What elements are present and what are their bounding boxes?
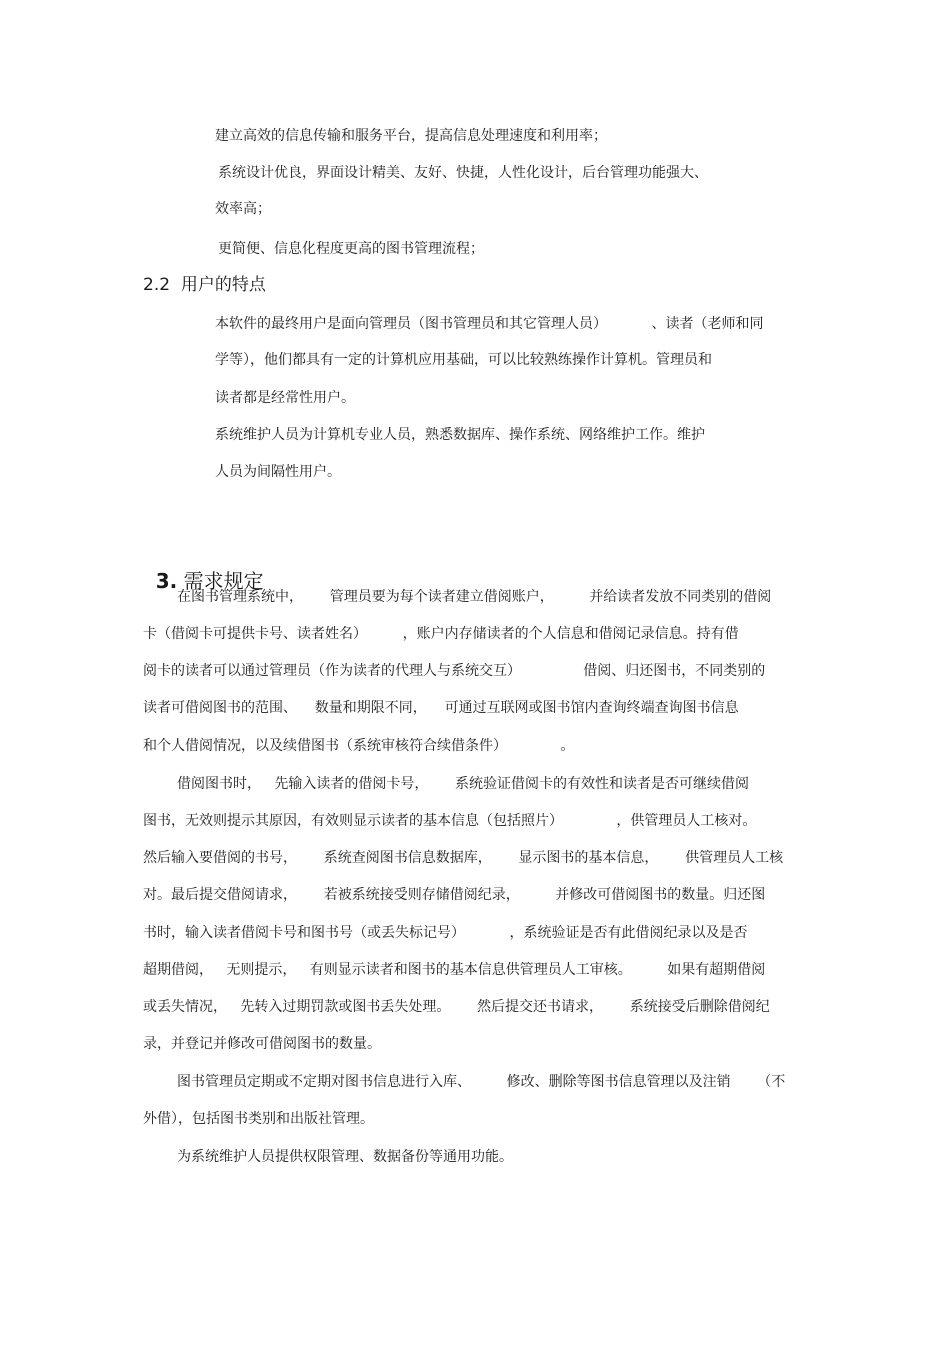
section-3-line-14: 图书管理员定期或不定期对图书信息进行入库、 修改、删除等图书信息管理以及注销 （不 — [177, 1074, 786, 1090]
intro-line-1: 建立高效的信息传输和服务平台，提高信息处理速度和利用率； — [215, 128, 607, 144]
intro-line-3: 效率高； — [215, 201, 271, 217]
section-3-line-8: 然后输入要借阅的书号， 系统查阅图书信息数据库， 显示图书的基本信息， 供管理员人工核 — [143, 850, 784, 866]
intro-line-4: 更简便、信息化程度更高的图书管理流程； — [218, 241, 484, 257]
section-2-2-line-2: 学等），他们都具有一定的计算机应用基础，可以比较熟练操作计算机。管理员和 — [215, 352, 712, 368]
section-3-line-12: 或丢失情况， 先转入过期罚款或图书丢失处理。 然后提交还书请求， 系统接受后删除借阅纪 — [143, 999, 770, 1015]
section-3-line-9: 对。最后提交借阅请求， 若被系统接受则存储借阅纪录， 并修改可借阅图书的数量。归还图 — [143, 887, 766, 903]
section-heading-2-2: 2.2 用户的特点 — [143, 275, 266, 295]
section-3-line-15: 外借），包括图书类别和出版社管理。 — [143, 1111, 374, 1127]
section-2-2-line-3: 读者都是经常性用户。 — [215, 390, 355, 406]
section-2-2-line-5: 人员为间隔性用户。 — [215, 464, 341, 480]
section-3-line-2: 卡（借阅卡可提供卡号、读者姓名） ，账户内存储读者的个人信息和借阅记录信息。持有借 — [143, 626, 739, 642]
section-2-2-line-1: 本软件的最终用户是面向管理员（图书管理员和其它管理人员） 、读者（老师和同 — [215, 316, 764, 332]
section-2-2-line-4: 系统维护人员为计算机专业人员，熟悉数据库、操作系统、网络维护工作。维护 — [215, 427, 705, 443]
section-3-line-1: 在图书管理系统中， 管理员要为每个读者建立借阅账户， 并给读者发放不同类别的借阅 — [177, 589, 772, 605]
section-3-line-7: 图书，无效则提示其原因，有效则显示读者的基本信息（包括照片） ，供管理员人工核对。 — [143, 813, 757, 829]
section-3-line-5: 和个人借阅情况，以及续借图书（系统审核符合续借条件） 。 — [143, 738, 575, 754]
section-3-line-13: 录，并登记并修改可借阅图书的数量。 — [143, 1036, 381, 1052]
section-3-line-11: 超期借阅， 无则提示， 有则显示读者和图书的基本信息供管理员人工审核。 如果有超期借阅 — [143, 962, 766, 978]
intro-line-2: 系统设计优良，界面设计精美、友好、快捷，人性化设计，后台管理功能强大、 — [218, 165, 708, 181]
section-3-number: 3. — [155, 569, 178, 593]
section-3-line-4: 读者可借阅图书的范围、 数量和期限不同， 可通过互联网或图书馆内查询终端查询图书信息 — [143, 700, 739, 716]
section-heading-3 — [143, 542, 264, 594]
section-3-line-3: 阅卡的读者可以通过管理员（作为读者的代理人与系统交互） 借阅、归还图书，不同类别的 — [143, 663, 766, 679]
section-3-line-16: 为系统维护人员提供权限管理、数据备份等通用功能。 — [177, 1149, 513, 1165]
section-3-line-10: 书时，输入读者借阅卡号和图书号（或丢失标记号） ，系统验证是否有此借阅纪录以及是否 — [143, 925, 748, 941]
section-3-title: 需求规定 — [177, 569, 264, 593]
section-3-line-6: 借阅图书时， 先输入读者的借阅卡号， 系统验证借阅卡的有效性和读者是否可继续借阅 — [177, 776, 750, 792]
